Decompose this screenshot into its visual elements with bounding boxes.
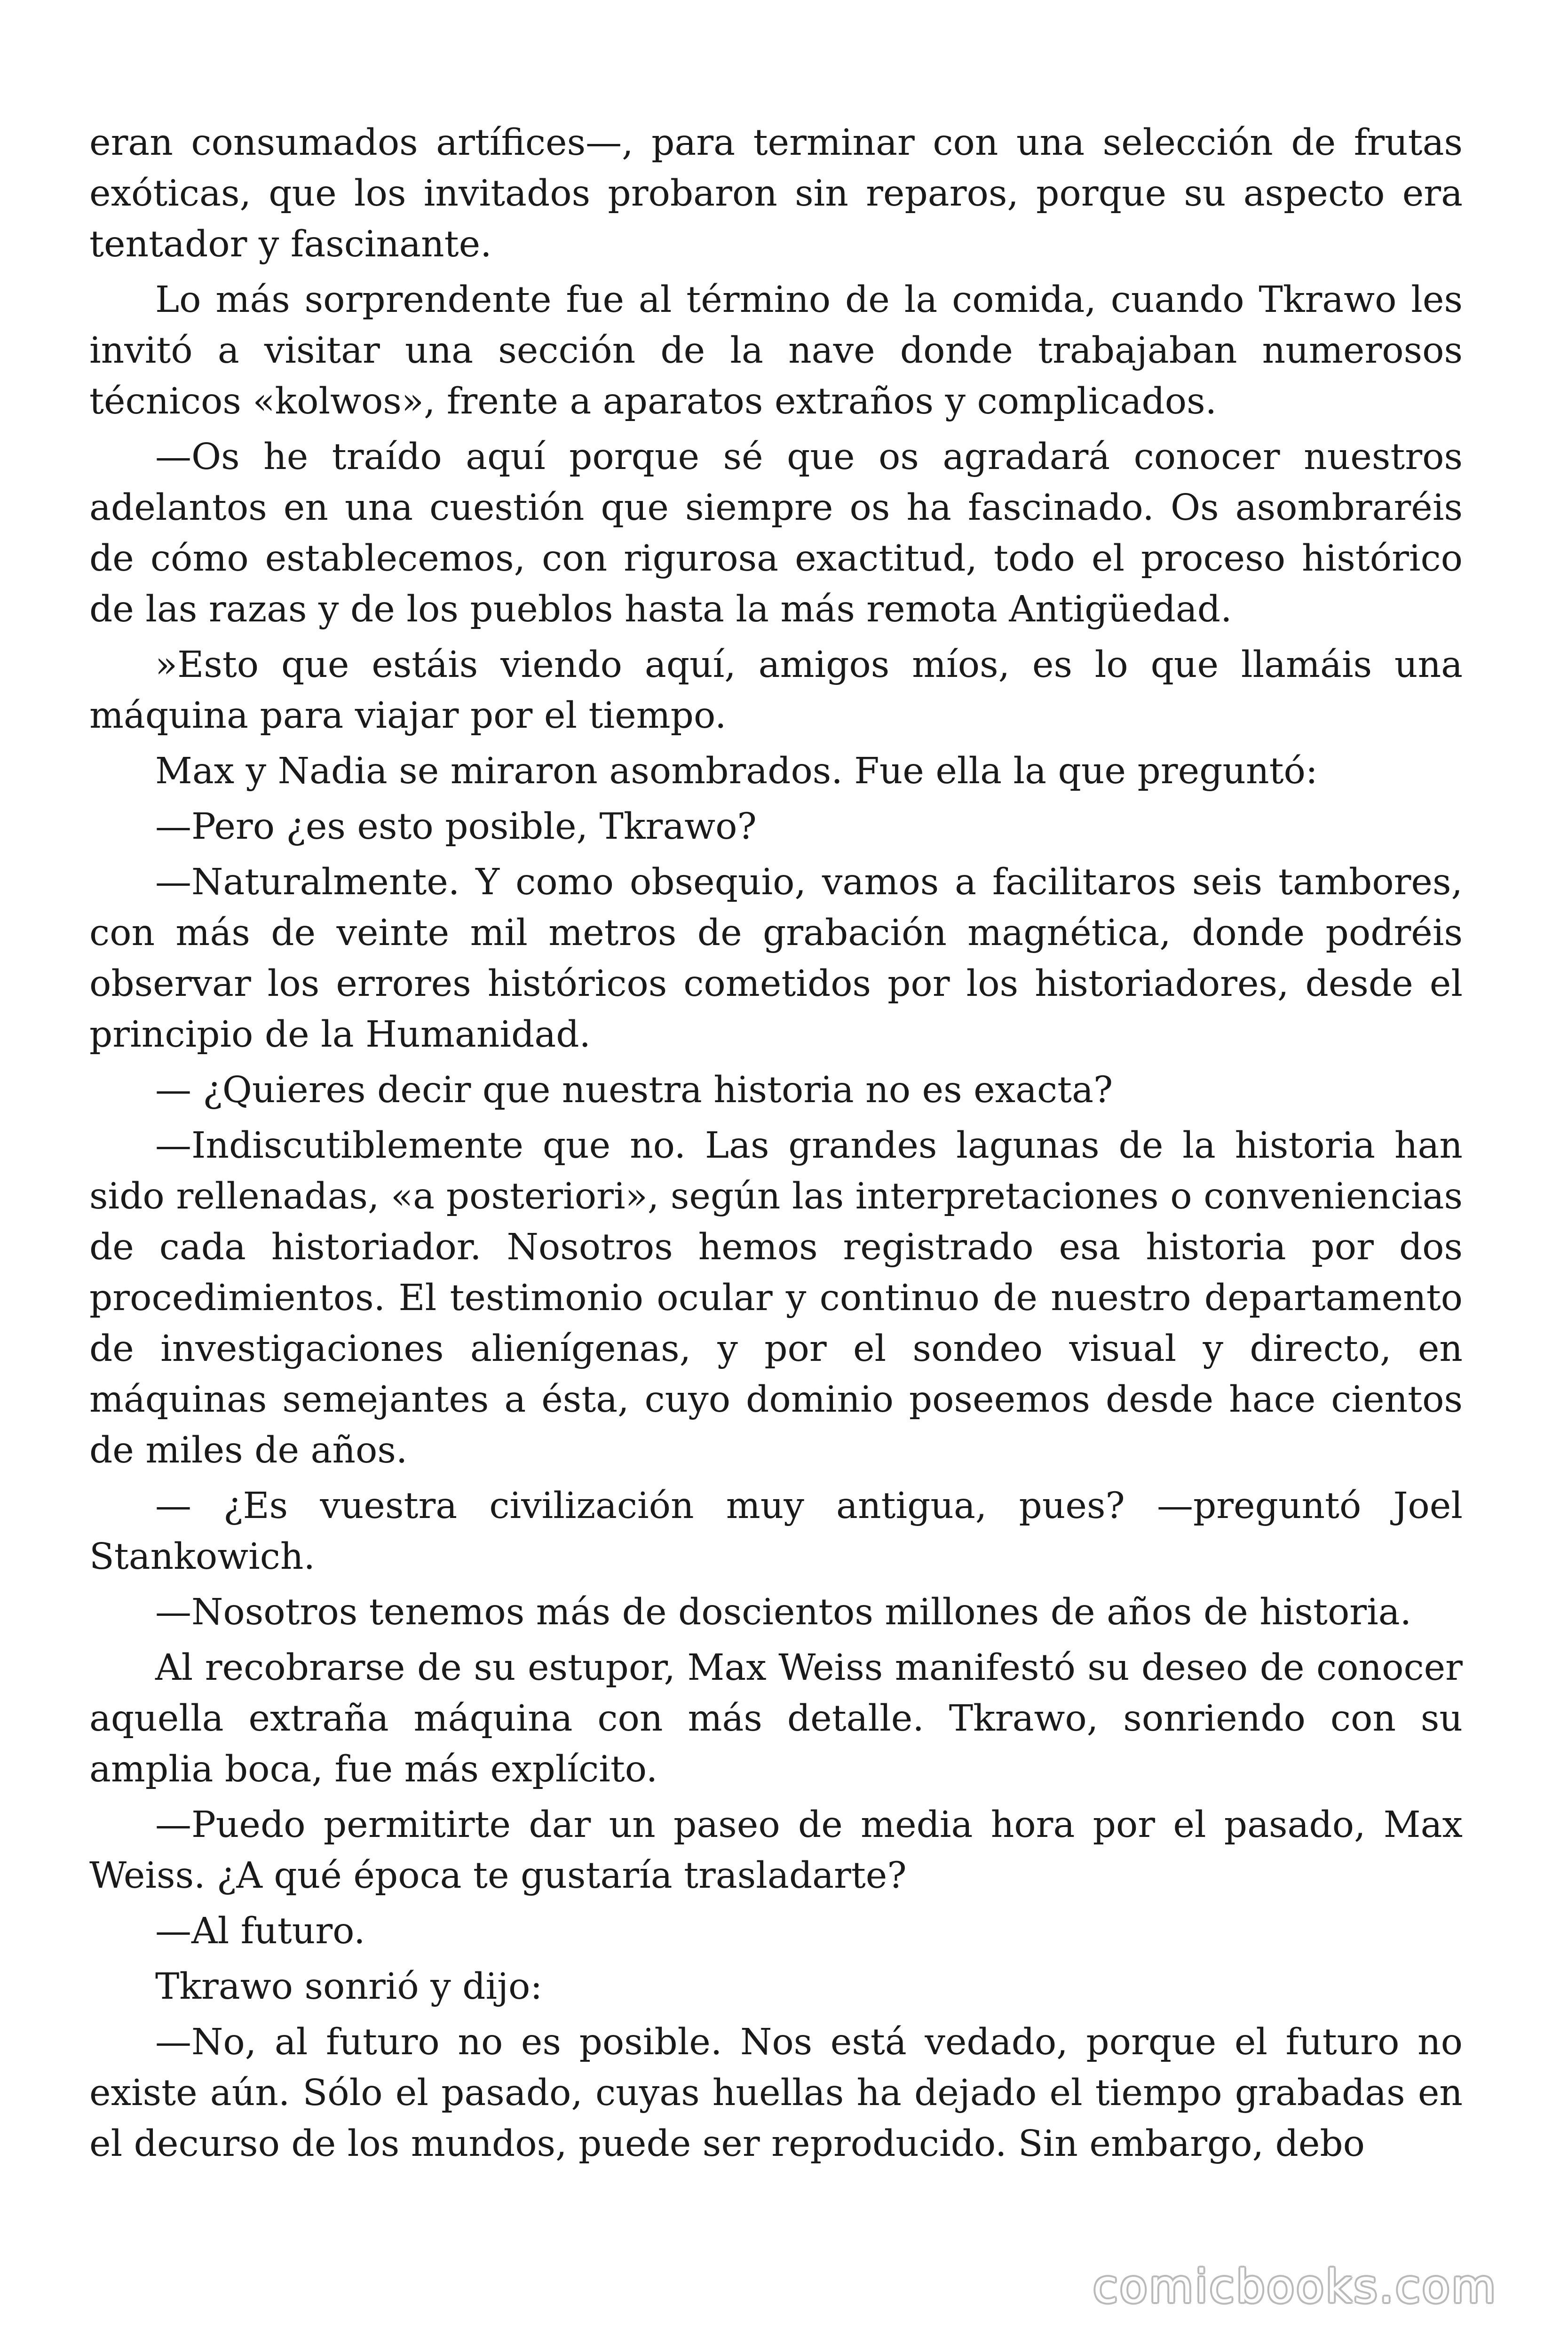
paragraph-12: Al recobrarse de su estupor, Max Weiss manifestó su deseo de conocer aquella extraña máquina con más detalle. Tkrawo, sonriendo con su amplia boca, fue más explícito.	[89, 1647, 1463, 1790]
paragraph-15: Tkrawo sonrió y dijo:	[155, 1966, 543, 2008]
page-text	[89, 118, 1463, 2169]
paragraph-13: —Puedo permitirte dar un paseo de media hora por el pasado, Max Weiss. ¿A qué época te gustaría trasladarte?	[89, 1804, 1463, 1897]
paragraph-14: —Al futuro.	[155, 1910, 365, 1952]
paragraph-6: —Pero ¿es esto posible, Tkrawo?	[155, 806, 757, 848]
paragraph-3: —Os he traído aquí porque sé que os agradará conocer nuestros adelantos en una cuestión que siempre os ha fascinado. Os asombraréis de cómo establecemos, con rigurosa exactitud, todo el proceso histórico de las razas y de los pueblos hasta la más remota Antigüedad.	[89, 436, 1463, 630]
paragraph-2: Lo más sorprendente fue al término de la comida, cuando Tkrawo les invitó a visitar una sección de la nave donde trabajaban numerosos técnicos «kolwos», frente a aparatos extraños y complicados.	[89, 279, 1463, 422]
paragraph-8: — ¿Quieres decir que nuestra historia no es exacta?	[155, 1069, 1113, 1111]
paragraph-11: —Nosotros tenemos más de doscientos millones de años de historia.	[155, 1591, 1412, 1633]
paragraph-1: eran consumados artífices—, para terminar con una selección de frutas exóticas, que los invitados probaron sin reparos, porque su aspecto era tentador y fascinante.	[89, 122, 1463, 265]
watermark-text: comicbooks.com	[1093, 2260, 1497, 2313]
paragraph-9: —Indiscutiblemente que no. Las grandes lagunas de la historia han sido rellenadas, «a posteriori», según las interpretaciones o conveniencias de cada historiador. Nosotros hemos registrado esa historia por dos procedimientos. El testimonio ocular y continuo de nuestro departamento de investigaciones alienígenas, y por el sondeo visual y directo, en máquinas semejantes a ésta, cuyo dominio poseemos desde hace cientos de miles de años.	[89, 1125, 1463, 1471]
paragraph-10: — ¿Es vuestra civilización muy antigua, pues? —preguntó Joel Stankowich.	[89, 1485, 1463, 1578]
paragraph-7: —Naturalmente. Y como obsequio, vamos a facilitaros seis tambores, con más de veinte mil metros de grabación magnética, donde podréis observar los errores históricos cometidos por los historiadores, desde el principio de la Humanidad.	[89, 861, 1463, 1056]
paragraph-5: Max y Nadia se miraron asombrados. Fue ella la que preguntó:	[155, 750, 1318, 792]
paragraph-4: »Esto que estáis viendo aquí, amigos míos, es lo que llamáis una máquina para viajar por el tiempo.	[89, 644, 1463, 737]
paragraph-16: —No, al futuro no es posible. Nos está vedado, porque el futuro no existe aún. Sólo el pasado, cuyas huellas ha dejado el tiempo grabadas en el decurso de los mundos, puede ser reproducido. Sin embargo, debo	[89, 2021, 1463, 2165]
